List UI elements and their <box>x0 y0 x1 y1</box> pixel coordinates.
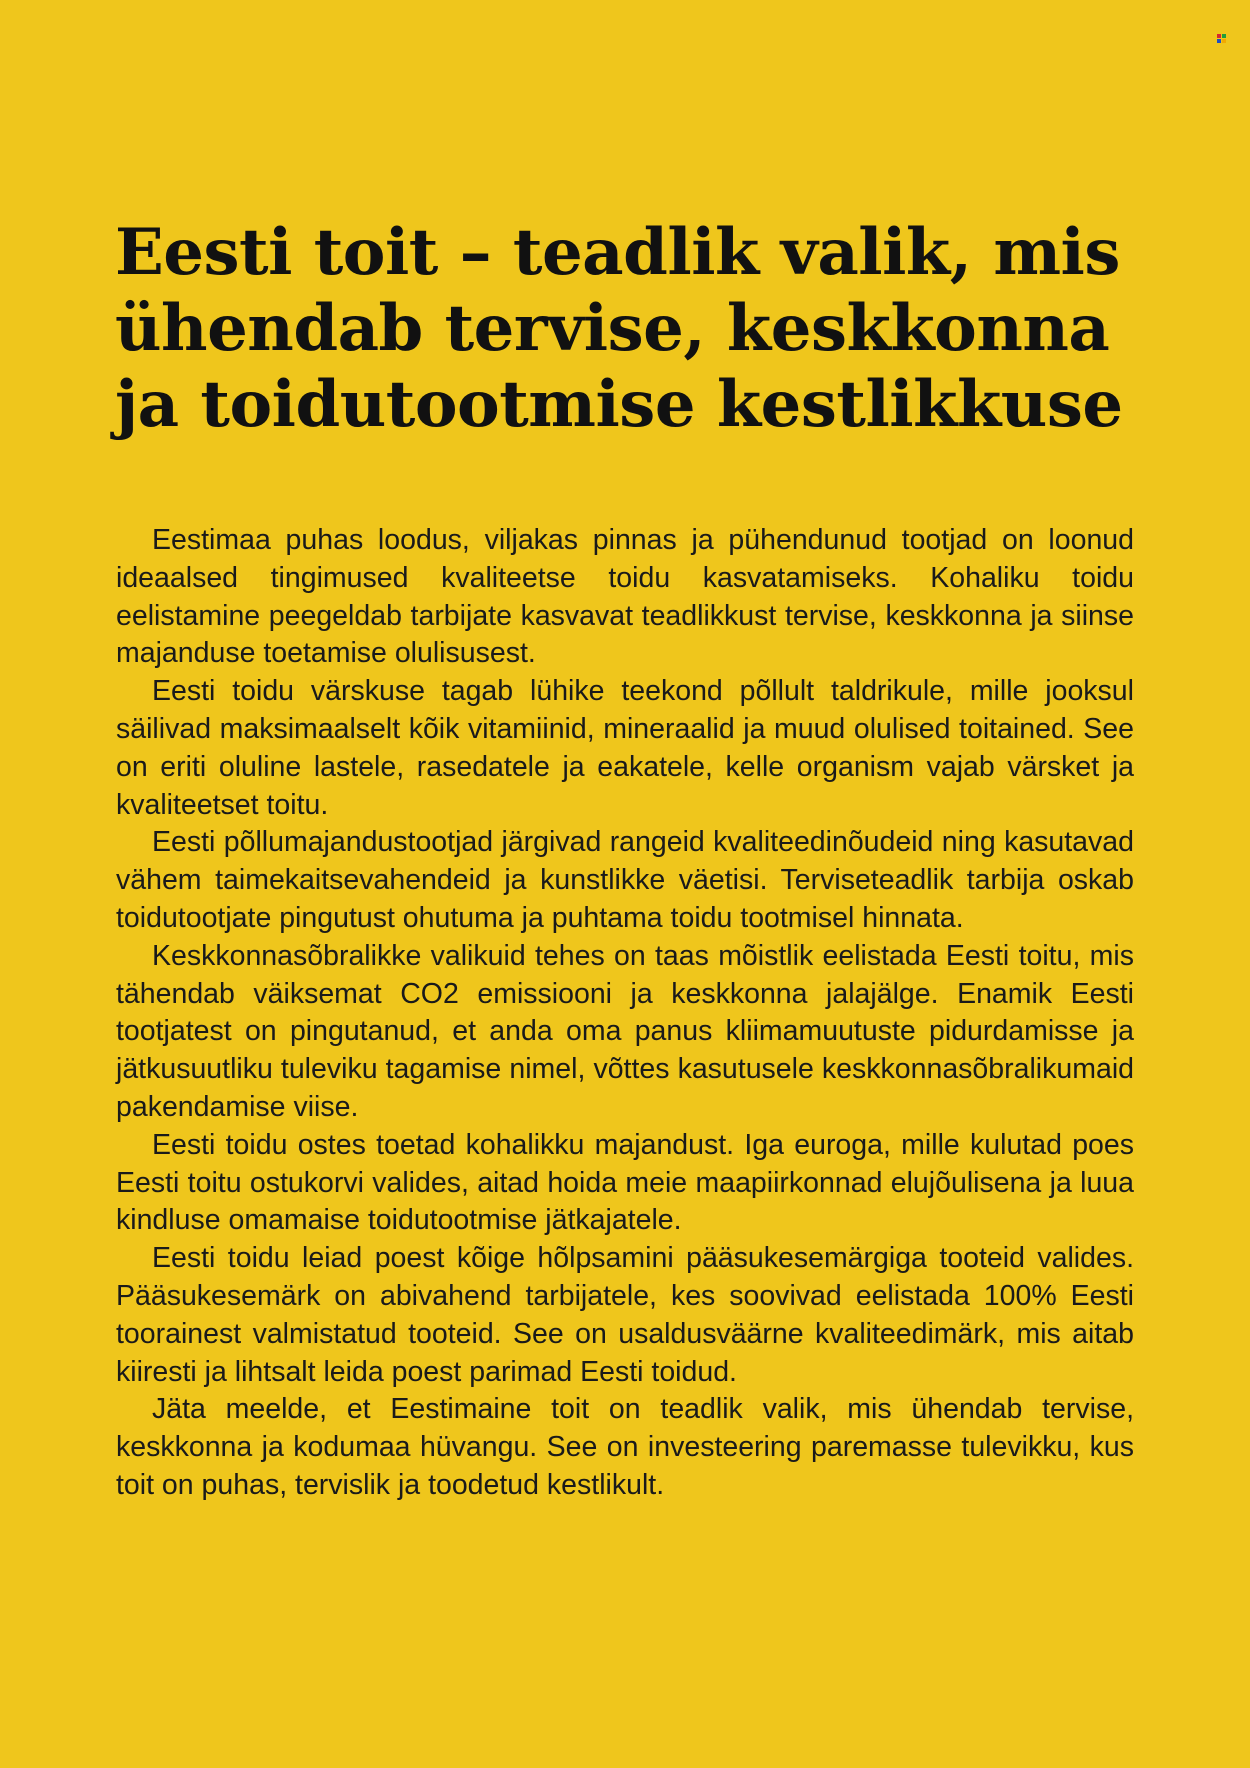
title-line: Eesti toit – teadlik valik, mis <box>115 215 1120 290</box>
paragraph-environment: Keskkonnasõbralikke valikuid tehes on taas mõistlik eelistada Eesti toitu, mis tähendab väiksemat CO2 emissiooni ja keskkonna jalajälge. Enamik Eesti tootjatest on pingutanud, et anda oma panus kliimamuutuste pidurdamisse ja jätkusuutliku tuleviku tagamise nimel, võttes kasutusele keskkonnasõbralikumaid pakendamise viise. <box>116 939 1134 1123</box>
registration-dot-blue <box>1217 39 1221 43</box>
registration-dot-red <box>1217 34 1221 38</box>
paragraph-freshness: Eesti toidu värskuse tagab lühike teekond põllult taldrikule, mille jooksul säilivad maksimaalselt kõik vitamiinid, mineraalid ja muud olulised toitained. See on eriti oluline lastele, rasedatele ja eakatele, kelle organism vajab värsket ja kvaliteetset toitu. <box>116 675 1134 821</box>
print-registration-mark <box>1217 34 1226 43</box>
registration-dot-green <box>1222 34 1226 38</box>
title-line: ühendab tervise, keskkonna <box>115 291 1110 366</box>
paragraph-swallow-mark: Eesti toidu leiad poest kõige hõlpsamini pääsukesemärgiga tooteid valides. Pääsukesemärk on abivahend tarbijatele, kes soovivad eelistada 100% Eesti toorainest valmistatud tooteid. See on usaldusväärne kvaliteedimärk, mis aitab kiiresti ja lihtsalt leida poest parimad Eesti toidud. <box>116 1242 1134 1388</box>
paragraph-conclusion: Jäta meelde, et Eestimaine toit on teadlik valik, mis ühendab tervise, keskkonna ja kodumaa hüvangu. See on investeering paremasse tulevikku, kus toit on puhas, tervislik ja toodetud kestlikult. <box>116 1393 1134 1501</box>
paragraph-quality: Eesti põllumajandustootjad järgivad rangeid kvaliteedinõudeid ning kasutavad vähem taimekaitsevahendeid ja kunstlikke väetisi. Terviseteadlik tarbija oskab toidutootjate pingutust ohutuma ja puhtama toidu tootmisel hinnata. <box>116 826 1134 934</box>
registration-dot-yellow <box>1222 39 1226 43</box>
page-title <box>115 215 1155 443</box>
title-line: ja toidutootmise kestlikkuse <box>115 367 1123 442</box>
paragraph-intro: Eestimaa puhas loodus, viljakas pinnas ja pühendunud tootjad on loonud ideaalsed tingimused kvaliteetse toidu kasvatamiseks. Kohaliku toidu eelistamine peegeldab tarbijate kasvavat teadlikkust tervise, keskkonna ja siinse majanduse toetamise olulisusest. <box>116 524 1134 670</box>
paragraph-economy: Eesti toidu ostes toetad kohalikku majandust. Iga euroga, mille kulutad poes Eesti toitu ostukorvi valides, aitad hoida meie maapiirkonnad elujõulisena ja luua kindluse omamaise toidutootmise jätkajatele. <box>116 1128 1134 1237</box>
article-body <box>116 522 1134 1505</box>
